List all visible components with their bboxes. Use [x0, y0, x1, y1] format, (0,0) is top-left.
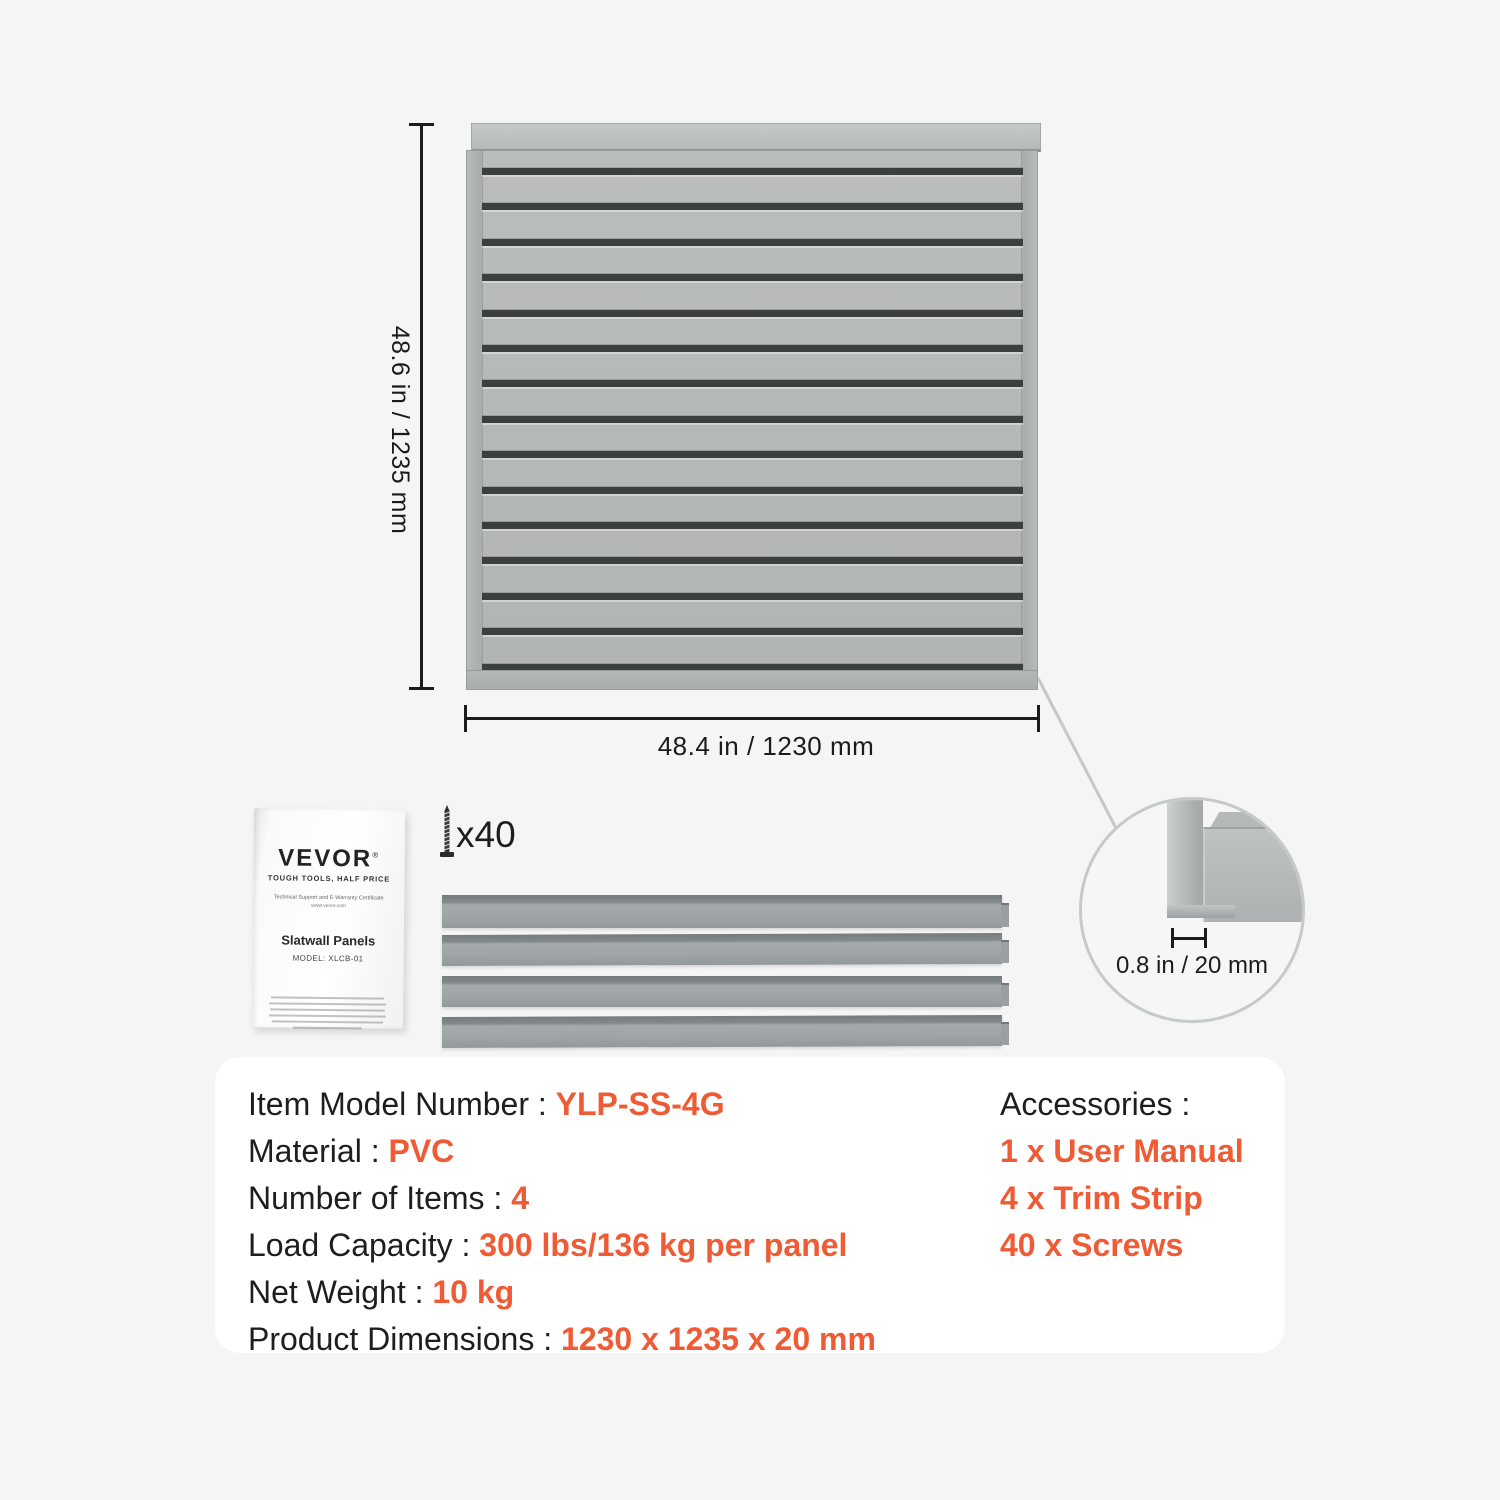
spec-row-net-weight: Net Weight : 10 kg	[248, 1274, 515, 1310]
slat-groove	[482, 380, 1023, 387]
screw-icon	[438, 804, 456, 862]
slat-groove	[482, 593, 1023, 600]
slat-groove	[482, 203, 1023, 210]
spec-row-material: Material : PVC	[248, 1133, 455, 1169]
panel-left-rail	[467, 151, 483, 689]
manual-brand-logo: VEVOR®	[278, 844, 381, 873]
spec-card	[215, 1057, 1285, 1357]
slat-groove	[482, 451, 1023, 458]
width-dimension-tick-right	[1037, 705, 1040, 732]
accessories-list	[1000, 1081, 1244, 1269]
slat-groove	[482, 522, 1023, 529]
panel-right-rail	[1021, 151, 1037, 689]
panel-edge-chamfer	[1210, 812, 1305, 828]
manual-fine-print	[268, 996, 386, 1029]
screw-count-label: x40	[456, 814, 516, 855]
manual-website: www.vevor.com	[311, 902, 347, 910]
slat-groove	[482, 310, 1023, 317]
trim-strip-1	[442, 895, 1002, 928]
slat-groove	[482, 557, 1023, 564]
trim-strip-3	[442, 976, 1002, 1007]
panel-top-cap	[471, 123, 1041, 152]
width-dimension-tick-left	[464, 705, 467, 732]
width-dimension-line	[466, 717, 1038, 720]
registered-trademark-icon: ®	[372, 850, 381, 860]
slat-groove	[482, 345, 1023, 352]
manual-title: Slatwall Panels	[281, 932, 376, 949]
thickness-dimension-label: 0.8 in / 20 mm	[1115, 952, 1269, 979]
slatwall-panel	[466, 150, 1038, 690]
panel-bottom-rail	[467, 670, 1037, 689]
spec-row-product-dimensions: Product Dimensions : 1230 x 1235 x 20 mm	[248, 1321, 876, 1357]
height-dimension-tick-bottom	[409, 687, 434, 690]
accessory-user-manual: 1 x User Manual	[1000, 1133, 1244, 1169]
spec-list	[248, 1081, 876, 1363]
slat-groove	[482, 487, 1023, 494]
slat-groove	[482, 168, 1023, 175]
slat-groove	[482, 274, 1023, 281]
slat-groove	[482, 239, 1023, 246]
height-dimension-line	[420, 123, 423, 690]
trim-profile-foot	[1167, 905, 1235, 918]
accessory-trim-strip: 4 x Trim Strip	[1000, 1180, 1203, 1216]
accessory-screws: 40 x Screws	[1000, 1227, 1184, 1263]
trim-profile-cross-section	[1167, 797, 1203, 918]
width-dimension-label: 48.4 in / 1230 mm	[657, 731, 875, 761]
trim-strip-2	[442, 933, 1002, 966]
height-dimension-tick-top	[409, 123, 434, 126]
accessories-title: Accessories :	[1000, 1086, 1191, 1122]
spec-row-load-capacity: Load Capacity : 300 lbs/136 kg per panel	[248, 1227, 848, 1263]
spec-row-number-of-items: Number of Items : 4	[248, 1180, 529, 1216]
manual-tagline: TOUGH TOOLS, HALF PRICE	[267, 873, 391, 884]
manual-support-line: Technical Support and E-Warranty Certificate	[273, 894, 384, 902]
slat-groove	[482, 628, 1023, 635]
thickness-detail-circle	[1079, 797, 1305, 1023]
trim-strip-4	[442, 1015, 1002, 1048]
manual-model-line: MODEL: XLCB-01	[292, 953, 364, 964]
thickness-dimension-line	[1171, 937, 1207, 940]
slat-groove	[482, 416, 1023, 423]
spec-row-model: Item Model Number : YLP-SS-4G	[248, 1086, 725, 1122]
user-manual	[252, 808, 405, 1029]
height-dimension-label: 48.6 in / 1235 mm	[386, 325, 414, 535]
